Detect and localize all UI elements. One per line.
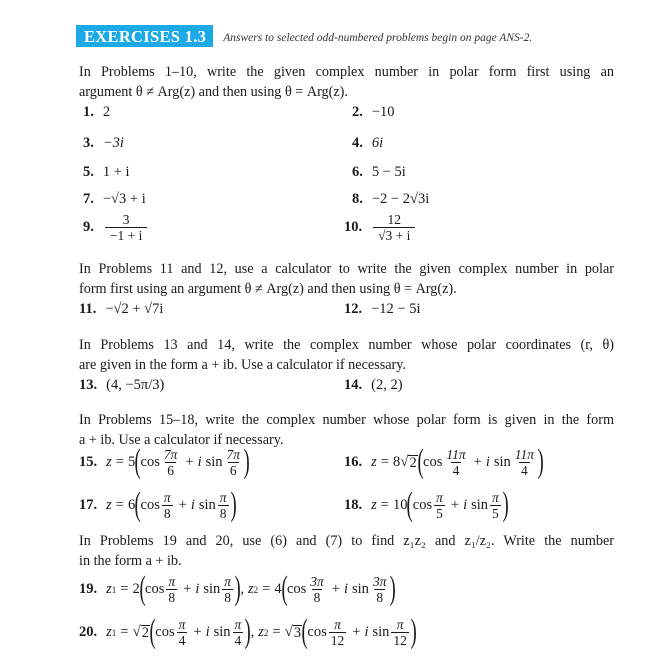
imag-unit: i bbox=[343, 581, 349, 597]
right-paren: ) bbox=[537, 442, 544, 480]
fraction bbox=[225, 447, 243, 478]
sqrt-symbol: √ bbox=[132, 624, 141, 640]
imag-unit: i bbox=[463, 497, 468, 513]
var-z: z bbox=[371, 454, 377, 470]
problem-expression: −3i bbox=[102, 135, 124, 151]
denominator: 6 bbox=[167, 463, 175, 478]
numerator: 11π bbox=[514, 447, 535, 462]
problem-number: 10. bbox=[344, 219, 363, 235]
exercise-header bbox=[76, 25, 532, 47]
instruction-line: In Problems 13 and 14, write the complex number whose polar coordinates (r, θ) bbox=[79, 337, 614, 353]
sqrt-symbol: √ bbox=[400, 454, 409, 470]
left-paren: ( bbox=[417, 442, 424, 480]
coefficient: 6 bbox=[127, 497, 136, 513]
numerator: π bbox=[234, 617, 242, 632]
problem-number: 15. bbox=[79, 454, 98, 470]
problem-number: 12. bbox=[344, 301, 363, 317]
denominator: 4 bbox=[521, 463, 528, 478]
cos: cos bbox=[140, 497, 160, 513]
plus: + bbox=[331, 581, 340, 597]
instruction-line: In Problems 11 and 12, use a calculator to write the given complex number in polar bbox=[79, 261, 614, 277]
sin: sin bbox=[471, 497, 489, 513]
instruction-line: argument θ ≠ Arg(z) and then using θ = Arg(z). bbox=[79, 84, 348, 100]
right-paren: ) bbox=[244, 612, 252, 650]
numerator: π bbox=[178, 617, 186, 632]
instruction-line: in the form a + ib. bbox=[79, 553, 182, 569]
numerator: π bbox=[163, 490, 171, 505]
subscript: 2 bbox=[263, 627, 269, 638]
problem-number: 8. bbox=[352, 191, 363, 207]
problem-5 bbox=[83, 164, 130, 181]
problem-number: 17. bbox=[79, 497, 98, 513]
sqrt bbox=[400, 454, 417, 471]
var-z2: z bbox=[248, 581, 254, 597]
coefficient: 2 bbox=[132, 581, 140, 597]
left-paren: ( bbox=[134, 485, 141, 523]
instruction-line: form first using an argument θ ≠ Arg(z) and then using θ = Arg(z). bbox=[79, 281, 457, 297]
imag-unit: i bbox=[205, 624, 210, 640]
cos: cos bbox=[286, 581, 307, 597]
left-paren: ( bbox=[134, 442, 141, 480]
problem-number: 20. bbox=[79, 624, 98, 640]
problem-expression: −√2 + √7i bbox=[105, 301, 164, 317]
cos: cos bbox=[145, 581, 165, 597]
right-paren: ) bbox=[234, 569, 241, 607]
section-1-instructions bbox=[79, 62, 614, 102]
coefficient: 8 bbox=[392, 454, 401, 470]
plus: + bbox=[473, 454, 482, 470]
equals: = bbox=[272, 624, 281, 640]
right-paren: ) bbox=[410, 612, 417, 650]
equals: = bbox=[115, 454, 124, 470]
problem-15 bbox=[79, 442, 250, 480]
right-paren: ) bbox=[230, 485, 237, 523]
numerator: π bbox=[334, 617, 341, 632]
var-z2: z bbox=[258, 624, 264, 640]
problem-14 bbox=[344, 377, 403, 394]
problem-expression: 2 bbox=[102, 104, 111, 120]
var-z: z bbox=[106, 454, 112, 470]
problem-number: 11. bbox=[79, 301, 97, 317]
plus: + bbox=[185, 454, 194, 470]
radicand: 2 bbox=[409, 455, 417, 471]
denominator: −1 + i bbox=[105, 227, 147, 243]
right-paren: ) bbox=[502, 485, 509, 523]
problem-6 bbox=[352, 164, 406, 181]
fraction bbox=[233, 617, 244, 648]
fraction bbox=[444, 447, 467, 478]
plus: + bbox=[450, 497, 460, 513]
denominator: √3 + i bbox=[373, 227, 415, 243]
numerator: 7π bbox=[226, 447, 241, 462]
fraction bbox=[373, 212, 415, 243]
denominator: 4 bbox=[452, 463, 460, 478]
problem-number: 6. bbox=[352, 164, 363, 180]
problem-expression: 6i bbox=[371, 135, 384, 151]
problem-number: 13. bbox=[79, 377, 98, 393]
coefficient: 4 bbox=[274, 581, 282, 597]
problem-20 bbox=[79, 612, 417, 650]
sin: sin bbox=[205, 454, 223, 470]
right-paren: ) bbox=[243, 442, 250, 480]
comma: , bbox=[240, 581, 245, 597]
problem-number: 16. bbox=[344, 454, 363, 470]
problem-expression: −10 bbox=[371, 104, 395, 120]
numerator: 3π bbox=[372, 574, 387, 589]
problem-number: 19. bbox=[79, 581, 98, 597]
section-2-instructions bbox=[79, 259, 614, 299]
fraction bbox=[513, 447, 536, 478]
problem-11 bbox=[79, 301, 163, 318]
numerator: 3 bbox=[122, 212, 130, 227]
exercises-badge: EXERCISES 1.3 bbox=[76, 25, 213, 47]
instruction-line: are given in the form a + ib. Use a calculator if necessary. bbox=[79, 357, 406, 373]
sin: sin bbox=[372, 624, 390, 640]
sin: sin bbox=[203, 581, 221, 597]
denominator: 8 bbox=[163, 506, 171, 521]
sin: sin bbox=[198, 497, 216, 513]
problem-expression: −2 − 2√3i bbox=[371, 191, 430, 207]
numerator: 7π bbox=[163, 447, 178, 462]
numerator: 12 bbox=[387, 212, 402, 227]
plus: + bbox=[183, 581, 192, 597]
problem-expression: 1 + i bbox=[102, 164, 130, 180]
radicand: 3 bbox=[293, 625, 302, 641]
section-4-instructions bbox=[79, 410, 614, 450]
sqrt-symbol: √ bbox=[284, 624, 293, 640]
numerator: π bbox=[224, 574, 232, 589]
problem-19 bbox=[79, 569, 397, 607]
sqrt bbox=[285, 624, 302, 641]
problem-expression: (2, 2) bbox=[371, 377, 403, 393]
radicand: 2 bbox=[141, 625, 149, 641]
problem-number: 5. bbox=[83, 164, 94, 180]
problem-3 bbox=[83, 135, 124, 152]
fraction bbox=[371, 574, 389, 605]
equals: = bbox=[380, 454, 389, 470]
equals: = bbox=[120, 624, 129, 640]
var-z1: z bbox=[106, 581, 112, 597]
instruction-line: In Problems 1–10, write the given complex number in polar form first using an bbox=[79, 64, 614, 80]
fraction bbox=[329, 617, 347, 648]
problem-12 bbox=[344, 301, 421, 318]
problem-4 bbox=[352, 135, 383, 152]
left-paren: ( bbox=[139, 569, 146, 607]
imag-unit: i bbox=[190, 497, 195, 513]
problem-number: 4. bbox=[352, 135, 363, 151]
cos: cos bbox=[307, 624, 327, 640]
plus: + bbox=[193, 624, 202, 640]
fraction bbox=[490, 490, 501, 521]
equals: = bbox=[380, 497, 389, 513]
left-paren: ( bbox=[301, 612, 308, 650]
cos: cos bbox=[423, 454, 443, 470]
fraction bbox=[222, 574, 233, 605]
var-z: z bbox=[106, 497, 112, 513]
equals: = bbox=[262, 581, 271, 597]
numerator: π bbox=[168, 574, 176, 589]
denominator: 4 bbox=[178, 633, 186, 648]
equals: = bbox=[120, 581, 129, 597]
problem-13 bbox=[79, 377, 164, 394]
numerator: π bbox=[396, 617, 404, 632]
numerator: π bbox=[219, 490, 227, 505]
sqrt bbox=[132, 624, 149, 641]
left-paren: ( bbox=[407, 485, 414, 523]
comma: , bbox=[250, 624, 255, 640]
subscript: 1 bbox=[111, 584, 117, 595]
denominator: 12 bbox=[393, 633, 407, 648]
left-paren: ( bbox=[149, 612, 156, 650]
problem-number: 3. bbox=[83, 135, 94, 151]
section-5-instructions bbox=[79, 531, 614, 571]
denominator: 8 bbox=[168, 590, 176, 605]
answers-note: Answers to selected odd-numbered problems begin on page ANS-2. bbox=[223, 31, 533, 44]
instruction-line: In Problems 19 and 20, use (6) and (7) to find z₁z₂ and z₁/z₂. Write the number bbox=[79, 533, 614, 549]
left-paren: ( bbox=[281, 569, 288, 607]
fraction bbox=[391, 617, 409, 648]
problem-number: 14. bbox=[344, 377, 363, 393]
cos: cos bbox=[140, 454, 160, 470]
problem-expression: 5 − 5i bbox=[371, 164, 406, 180]
denominator: 8 bbox=[224, 590, 232, 605]
fraction bbox=[434, 490, 445, 521]
imag-unit: i bbox=[364, 624, 369, 640]
section-3-instructions bbox=[79, 335, 614, 375]
instruction-line: a + ib. Use a calculator if necessary. bbox=[79, 432, 284, 448]
var-z1: z bbox=[106, 624, 112, 640]
denominator: 8 bbox=[219, 506, 227, 521]
problem-18 bbox=[344, 485, 509, 523]
numerator: π bbox=[492, 490, 499, 505]
sin: sin bbox=[213, 624, 231, 640]
fraction bbox=[308, 574, 326, 605]
problem-number: 2. bbox=[352, 104, 363, 120]
imag-unit: i bbox=[485, 454, 490, 470]
problem-number: 1. bbox=[83, 104, 94, 120]
coefficient: 5 bbox=[127, 454, 136, 470]
cos: cos bbox=[412, 497, 433, 513]
numerator: 11π bbox=[446, 447, 466, 462]
fraction bbox=[162, 447, 180, 478]
denominator: 5 bbox=[436, 506, 443, 521]
numerator: 3π bbox=[310, 574, 324, 589]
fraction bbox=[162, 490, 173, 521]
problem-number: 9. bbox=[83, 219, 94, 235]
problem-7 bbox=[83, 191, 146, 208]
problem-17 bbox=[79, 485, 237, 523]
imag-unit: i bbox=[195, 581, 200, 597]
problem-10 bbox=[344, 212, 417, 243]
problem-9 bbox=[83, 212, 149, 243]
denominator: 8 bbox=[376, 590, 384, 605]
fraction bbox=[166, 574, 177, 605]
denominator: 4 bbox=[234, 633, 242, 648]
right-paren: ) bbox=[390, 569, 397, 607]
var-z: z bbox=[371, 497, 377, 513]
subscript: 1 bbox=[111, 627, 117, 638]
numerator: π bbox=[436, 490, 443, 505]
subscript: 2 bbox=[253, 584, 259, 595]
fraction bbox=[218, 490, 229, 521]
fraction bbox=[177, 617, 188, 648]
plus: + bbox=[352, 624, 361, 640]
problem-8 bbox=[352, 191, 429, 208]
plus: + bbox=[178, 497, 187, 513]
denominator: 6 bbox=[229, 463, 237, 478]
sin: sin bbox=[493, 454, 511, 470]
instruction-line: In Problems 15–18, write the complex number whose polar form is given in the form bbox=[79, 412, 614, 428]
problem-expression: −√3 + i bbox=[102, 191, 146, 207]
problem-expression: (4, −5π/3) bbox=[106, 377, 165, 393]
sin: sin bbox=[352, 581, 369, 597]
problem-number: 18. bbox=[344, 497, 363, 513]
denominator: 12 bbox=[330, 633, 345, 648]
problem-1 bbox=[83, 104, 110, 121]
problem-expression: −12 − 5i bbox=[371, 301, 421, 317]
cos: cos bbox=[155, 624, 175, 640]
denominator: 5 bbox=[492, 506, 499, 521]
fraction bbox=[105, 212, 147, 243]
problem-number: 7. bbox=[83, 191, 94, 207]
imag-unit: i bbox=[197, 454, 202, 470]
denominator: 8 bbox=[313, 590, 321, 605]
problem-16 bbox=[344, 442, 544, 480]
problem-2 bbox=[352, 104, 395, 121]
coefficient: 10 bbox=[392, 497, 408, 513]
equals: = bbox=[115, 497, 124, 513]
